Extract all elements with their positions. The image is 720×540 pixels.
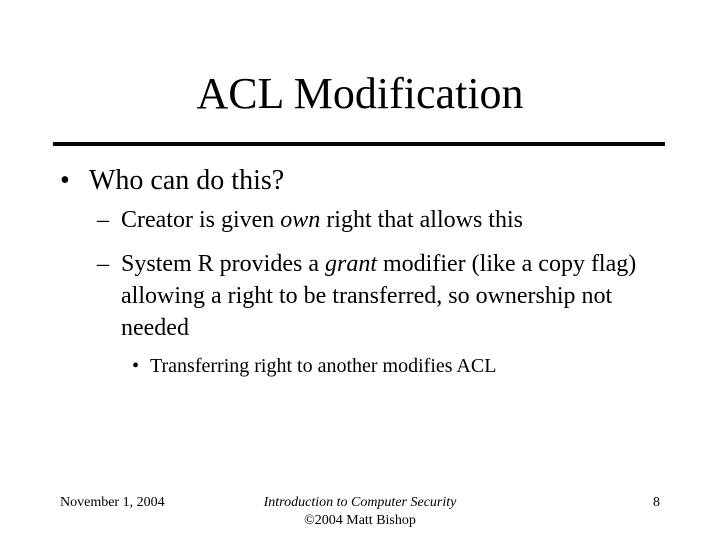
bullet-level1 xyxy=(60,163,284,199)
footer-course: Introduction to Computer Security xyxy=(263,495,457,510)
subbullet-system-r-grant xyxy=(97,248,671,344)
footer-copyright: ©2004 Matt Bishop xyxy=(304,513,416,528)
dash-marker: – xyxy=(97,251,109,277)
text-before: Creator is given xyxy=(121,207,281,233)
emphasis-grant: grant xyxy=(325,251,378,277)
text-after: modifier (like a copy flag) allowing a right to be transferred, so ownership not needed xyxy=(121,251,637,341)
footer-center xyxy=(210,494,510,530)
text-before: System R provides a xyxy=(121,251,325,277)
subbullet-creator-own xyxy=(97,204,671,236)
bullet-text: Who can do this? xyxy=(89,165,285,196)
slide-title: ACL Modification xyxy=(196,69,524,118)
subbullet-text xyxy=(121,248,671,344)
emphasis-own: own xyxy=(280,207,321,233)
text-after: right that allows this xyxy=(320,207,523,233)
bullet-marker: • xyxy=(60,165,70,196)
subbullet-text xyxy=(121,204,671,236)
footer-page-number: 8 xyxy=(653,495,660,510)
bullet-level3 xyxy=(132,352,496,380)
bullet-text: Transferring right to another modifies ACL xyxy=(150,355,497,377)
bullet-marker: • xyxy=(132,355,140,377)
footer-date: November 1, 2004 xyxy=(60,495,165,510)
dash-marker: – xyxy=(97,207,109,233)
